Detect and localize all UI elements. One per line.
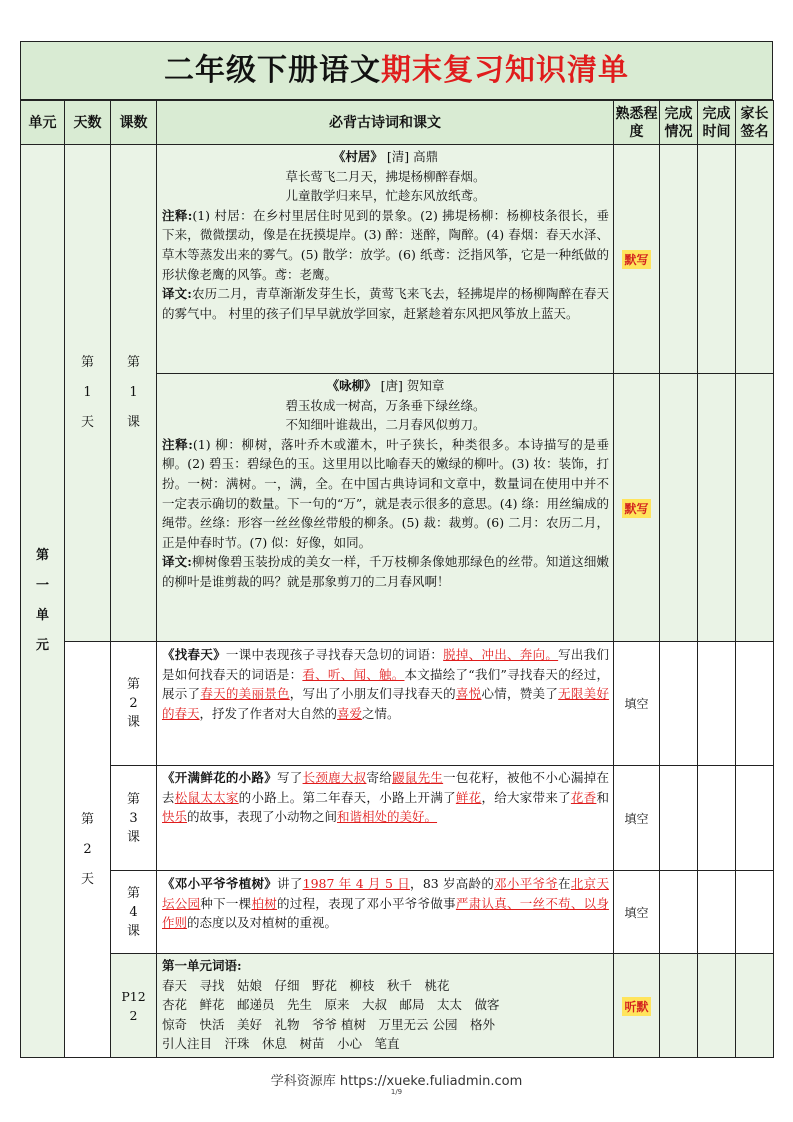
- header-done-status: 完成情况: [660, 101, 698, 145]
- poem-line: 碧玉妆成一树高，万条垂下绿丝绦。: [285, 397, 486, 413]
- poem-line: 不知细叶谁裁出，二月春风似剪刀。: [285, 417, 486, 433]
- header-lesson: 课数: [111, 101, 157, 145]
- summary-text: 写出我们是如何找春天的词语是：: [162, 647, 609, 682]
- day-label: 第1天: [80, 355, 94, 430]
- unit-cell: [21, 145, 65, 1058]
- poem-translation: [162, 284, 609, 323]
- word-list-title: 第一单元词语:: [162, 958, 242, 973]
- keyword: 鲜花: [455, 789, 482, 805]
- header-done-time: 完成时间: [698, 101, 736, 145]
- summary-text: 的故事，表现了小动物之间: [187, 809, 338, 825]
- keyword: 春天的美丽景色: [200, 686, 290, 702]
- familiar-cell: [614, 374, 660, 642]
- lesson-title: 《邓小平爷爷植树》: [162, 876, 278, 891]
- header-day: 天数: [65, 101, 111, 145]
- parent-sign-cell[interactable]: [736, 871, 774, 954]
- summary-text: 和: [596, 789, 609, 805]
- table-row: [21, 145, 774, 374]
- lesson-title: 《开满鲜花的小路》: [162, 770, 277, 785]
- trans-text: 柳树像碧玉装扮成的美女一样，千万枝柳条像她那绿色的丝带。知道这细嫩的柳叶是谁剪裁的吗？就是那象剪刀的二月春风啊！: [162, 554, 609, 589]
- lesson-summary: [157, 642, 614, 766]
- trans-label: 译文:: [162, 554, 192, 570]
- poem-notes: [162, 206, 609, 284]
- summary-text: ，抒发了作者对大自然的: [199, 705, 338, 721]
- summary-text: 的态度以及对植树的重视。: [187, 915, 338, 931]
- header-row: [21, 101, 774, 145]
- keyword: 和谐相处的美好。: [337, 809, 438, 825]
- title-red: 期末复习知识清单: [381, 53, 629, 88]
- keyword: 北京天坛公园: [162, 876, 609, 911]
- word-list: [157, 954, 614, 1058]
- summary-text: 一课中表现孩子寻找春天急切的词语：: [225, 647, 444, 662]
- familiar-cell: [614, 871, 660, 954]
- keyword: 看、听、闻、触。: [302, 666, 405, 682]
- summary-text: 心情，赞美了: [481, 686, 559, 702]
- title-black: 二年级下册语文: [164, 53, 381, 88]
- status-badge: 填空: [624, 811, 649, 826]
- page-title: [20, 41, 773, 100]
- done-time-cell[interactable]: [698, 766, 736, 871]
- parent-sign-cell[interactable]: [736, 642, 774, 766]
- summary-text: ，给大家带来了: [481, 789, 571, 805]
- day-label: 第2天: [80, 811, 94, 887]
- note-text: (1) 柳：柳树，落叶乔木或灌木，叶子狭长，种类很多。本诗描写的是垂柳。(2) 碧玉：碧绿色的玉。这里用以比喻春天的嫩绿的柳叶。(3) 妆：装饰，打扮。一树：满树。一，满，全。在中国古典诗词和文章中，数量词在使用中并不一定表示确切的数量。下一句的“万”，就是表示很多的意思。(4) 绦：用丝编成的绳带。丝绦：形容一丝丝像丝带般的柳条。(5) 裁：裁剪。(6) 二月：农历二月，正是仲春时节。(7) 似：好像，如同。: [162, 436, 609, 550]
- poem-title: 《咏柳》: [326, 378, 377, 393]
- header-unit: 单元: [21, 101, 65, 145]
- poem-notes: [162, 435, 609, 553]
- lesson-cell: [111, 145, 157, 642]
- keyword: 长颈鹿大叔: [302, 770, 367, 785]
- keyword: 1987 年 4 月 5 日: [302, 876, 411, 891]
- summary-text: 种下一棵: [200, 895, 252, 911]
- poem-line: 儿童散学归来早，忙趁东风放纸鸢。: [285, 188, 486, 204]
- keyword: 喜悦: [455, 686, 482, 702]
- lesson-label: 第4课: [126, 885, 140, 939]
- lesson-label: 第3课: [126, 791, 140, 845]
- lesson-label: P122: [121, 988, 146, 1023]
- done-time-cell[interactable]: [698, 871, 736, 954]
- keyword: 松鼠太太家: [174, 789, 239, 805]
- summary-text: 讲了: [277, 876, 303, 891]
- status-badge: 默写: [622, 250, 650, 269]
- table-row: [21, 642, 774, 766]
- trans-label: 译文:: [162, 286, 192, 302]
- poem-cell: [157, 374, 614, 642]
- header-content: 必背古诗词和课文: [157, 101, 614, 145]
- summary-text: 一包花籽，被他不小心漏掉在去: [162, 770, 609, 805]
- poem-heading: [162, 376, 609, 396]
- parent-sign-cell[interactable]: [736, 145, 774, 374]
- lesson-title: 《找春天》: [162, 647, 226, 662]
- note-label: 注释:: [162, 436, 193, 452]
- familiar-cell: [614, 954, 660, 1058]
- parent-sign-cell[interactable]: [736, 374, 774, 642]
- page-number: 1/9: [390, 1088, 403, 1096]
- lesson-label: 第2课: [126, 677, 140, 730]
- poem-line: 草长莺飞二月天，拂堤杨柳醉春烟。: [285, 168, 486, 184]
- lesson-cell: [111, 871, 157, 954]
- word-row: 引人注目 汗珠 休息 树苗 小心 笔直: [162, 1036, 400, 1052]
- table-row: [21, 871, 774, 954]
- summary-text: ，83 岁高龄的: [410, 876, 495, 891]
- keyword: 邓小平爷爷: [494, 876, 559, 891]
- lesson-summary: [157, 871, 614, 954]
- word-row: 春天 寻找 姑娘 仔细 野花 柳枝 秋千 桃花: [162, 977, 450, 993]
- familiar-cell: [614, 642, 660, 766]
- status-badge: 填空: [624, 697, 649, 711]
- summary-text: 的过程，表现了邓小平爷爷做事: [277, 895, 456, 911]
- status-badge: 填空: [624, 905, 649, 920]
- poem-author: [唐] 贺知章: [380, 378, 445, 393]
- note-text: (1) 村居：在乡村里居住时见到的景象。(2) 拂堤杨柳：杨柳枝条很长，垂下来，微微摆动，像是在抚摸堤岸。(3) 醉：迷醉，陶醉。(4) 春烟：春天水泽、草木等蒸发出来的雾气。(5) 散学：放学。(6) 纸鸢：泛指风筝，它是一种纸做的形状像老鹰的风筝。鸢：老鹰。: [162, 207, 609, 282]
- review-table: [20, 100, 774, 1058]
- done-status-cell[interactable]: [660, 145, 698, 374]
- keyword: 柏树: [251, 895, 278, 911]
- summary-text: 在: [558, 876, 571, 891]
- done-status-cell[interactable]: [660, 871, 698, 954]
- summary-text: 写了: [277, 770, 303, 785]
- keyword: 严肃认真、一丝不苟、以身作则: [162, 895, 609, 931]
- lesson-label: 第1课: [126, 355, 140, 430]
- day-cell: [65, 145, 111, 642]
- keyword: 无限美好的春天: [162, 686, 609, 721]
- lesson-cell: [111, 766, 157, 871]
- summary-text: 本文描绘了“我们”寻找春天的经过，展示了: [162, 666, 609, 702]
- familiar-cell: [614, 145, 660, 374]
- keyword: 花香: [570, 789, 597, 805]
- table-row: [21, 954, 774, 1058]
- done-time-cell[interactable]: [698, 145, 736, 374]
- done-time-cell[interactable]: [698, 954, 736, 1058]
- done-status-cell[interactable]: [660, 642, 698, 766]
- lesson-summary: [157, 766, 614, 871]
- poem-author: [清] 高鼎: [386, 149, 439, 164]
- lesson-cell: [111, 642, 157, 766]
- status-badge: 听默: [622, 997, 650, 1016]
- keyword: 脱掉、冲出、奔向。: [443, 647, 559, 662]
- done-status-cell[interactable]: [660, 766, 698, 871]
- status-badge: 默写: [622, 499, 650, 518]
- parent-sign-cell[interactable]: [736, 954, 774, 1058]
- word-row: 惊奇 快活 美好 礼物 爷爷 植树 万里无云 公园 格外: [162, 1016, 495, 1032]
- summary-text: 的小路上。第二年春天，小路上开满了: [238, 789, 456, 805]
- unit-label: 第一单元: [35, 548, 49, 653]
- poem-translation: [162, 552, 609, 591]
- keyword: 喜爱: [337, 705, 363, 721]
- done-time-cell[interactable]: [698, 642, 736, 766]
- summary-text: ，写出了小朋友们寻找春天的: [289, 686, 456, 702]
- poem-heading: [162, 147, 609, 167]
- header-familiar: 熟悉程度: [614, 101, 660, 145]
- header-parent: 家长签名: [736, 101, 774, 145]
- summary-text: 寄给: [366, 770, 393, 785]
- poem-title: 《村居》: [332, 149, 383, 164]
- done-status-cell[interactable]: [660, 954, 698, 1058]
- word-row: 杏花 鲜花 邮递员 先生 原来 大叔 邮局 太太 做客: [162, 997, 500, 1013]
- poem-cell: [157, 145, 614, 374]
- done-status-cell[interactable]: [660, 374, 698, 642]
- day-cell: [65, 642, 111, 1058]
- trans-text: 农历二月，青草渐渐发芽生长，黄莺飞来飞去，轻拂堤岸的杨柳陶醉在春天的雾气中。 村里的孩子们早早就放学回家，赶紧趁着东风把风筝放上蓝天。: [162, 286, 609, 321]
- footer-source: 学科资源库 https://xueke.fuliadmin.com: [270, 1074, 523, 1089]
- familiar-cell: [614, 766, 660, 871]
- table-row: [21, 766, 774, 871]
- keyword: 鼹鼠先生: [392, 770, 444, 785]
- keyword: 快乐: [162, 809, 188, 825]
- summary-text: 之情。: [362, 705, 400, 721]
- lesson-cell: [111, 954, 157, 1058]
- note-label: 注释:: [162, 207, 193, 223]
- parent-sign-cell[interactable]: [736, 766, 774, 871]
- done-time-cell[interactable]: [698, 374, 736, 642]
